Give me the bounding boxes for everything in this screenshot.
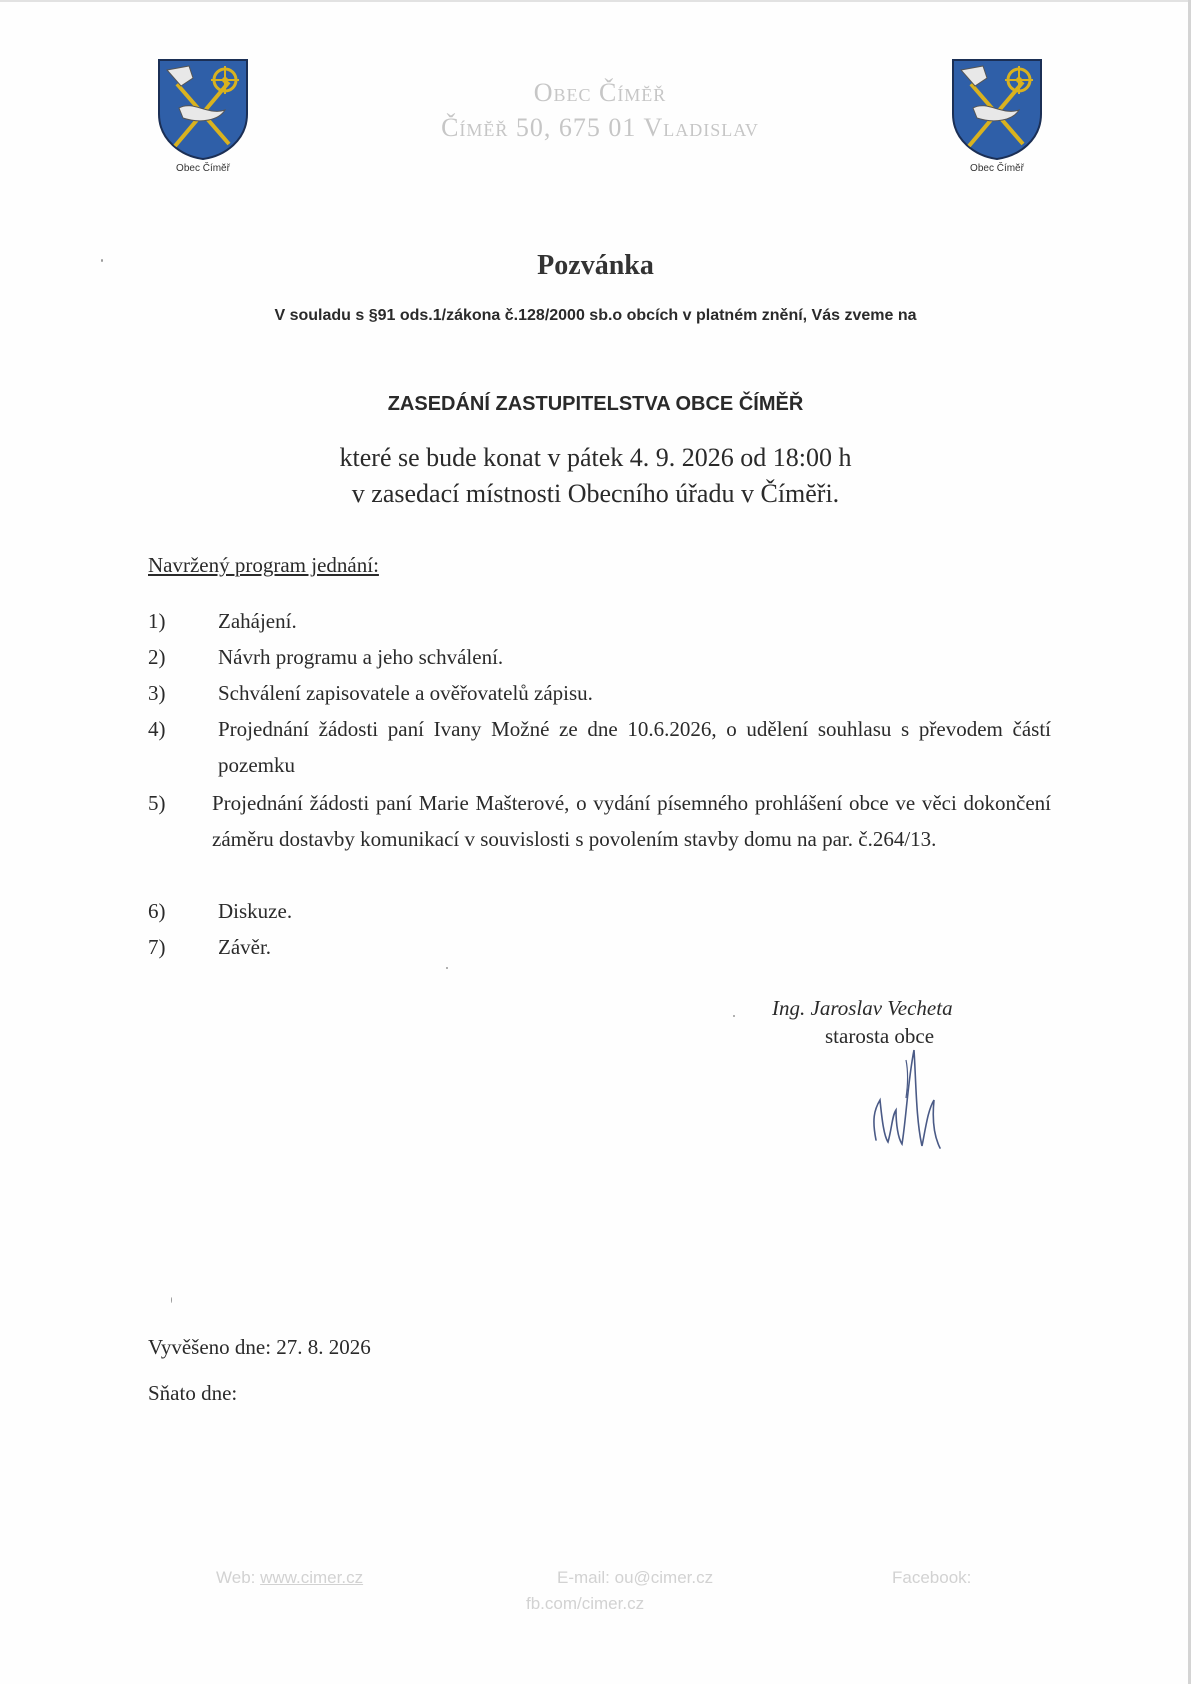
crest-left [153,56,253,174]
agenda-number: 7) [148,935,166,959]
meeting-datetime: které se bude konat v pátek 4. 9. 2026 od 18:00 h [339,443,852,472]
crest-caption: Obec Čímĕř [176,163,230,174]
agenda-text: Schválení zapisovatele a ověřovatelů zápisu. [218,681,593,705]
agenda-text: Projednání žádosti paní Marie Mašterové, o vydání písemného prohlášení obce ve věci dokončení záměru dostavby komunikací v souvislosti s povolením stavby domu na par. č.264/13. [212,791,1051,851]
scan-speck [171,1297,172,1303]
agenda-text: Návrh programu a jeho schválení. [218,645,504,669]
agenda-text: Závěr. [218,935,272,959]
removed-date: Sňato dne: [148,1381,238,1405]
footer-web-link[interactable]: www.cimer.cz [260,1568,364,1587]
program-heading: Navržený program jednání: [148,553,379,577]
crest-caption: Obec Čímĕř [970,163,1024,174]
signature-icon [862,1040,952,1150]
meeting-heading: ZASEDÁNÍ ZASTUPITELSTVA OBCE ČÍMĚŘ [387,393,804,415]
posted-date: Vyvěšeno dne: 27. 8. 2026 [148,1335,371,1359]
crest-right [947,56,1047,174]
coat-of-arms-icon [153,56,253,161]
scan-speck [446,967,448,969]
agenda-number: 4) [148,717,166,741]
agenda-text: Diskuze. [218,899,293,923]
agenda-number: 1) [148,609,166,633]
meeting-location: v zasedací místnosti Obecního úřadu v Čímĕři. [351,479,840,508]
scan-top-edge [0,0,1191,2]
footer-email: E-mail: ou@cimer.cz [557,1568,714,1587]
footer-facebook-url: fb.com/cimer.cz [526,1594,645,1613]
scan-speck [733,1015,735,1017]
agenda-number: 3) [148,681,166,705]
document-title: Pozvánka [537,250,654,281]
letterhead-municipality: Obec Čímĕř [533,78,667,107]
intro-text: V souladu s §91 ods.1/zákona č.128/2000 sb.o obcích v platném znění, Vás zveme na [274,307,917,324]
footer-web-label: Web: [216,1568,256,1587]
signer-name: Ing. Jaroslav Vecheta [772,996,953,1020]
signer-role: starosta obce [825,1024,935,1048]
footer-facebook-label: Facebook: [892,1568,972,1587]
agenda-text: Projednání žádosti paní Ivany Možné ze dne 10.6.2026, o udělení souhlasu s převodem částí pozemku [218,717,1051,777]
agenda-text: Zahájení. [218,609,297,633]
letterhead-address: Čímĕř 50, 675 01 Vladislav [441,113,759,142]
agenda-number: 5) [148,791,166,815]
coat-of-arms-icon [947,56,1047,161]
footer-web [216,1568,363,1588]
agenda-number: 2) [148,645,166,669]
agenda-number: 6) [148,899,166,923]
scan-speck [101,259,103,262]
